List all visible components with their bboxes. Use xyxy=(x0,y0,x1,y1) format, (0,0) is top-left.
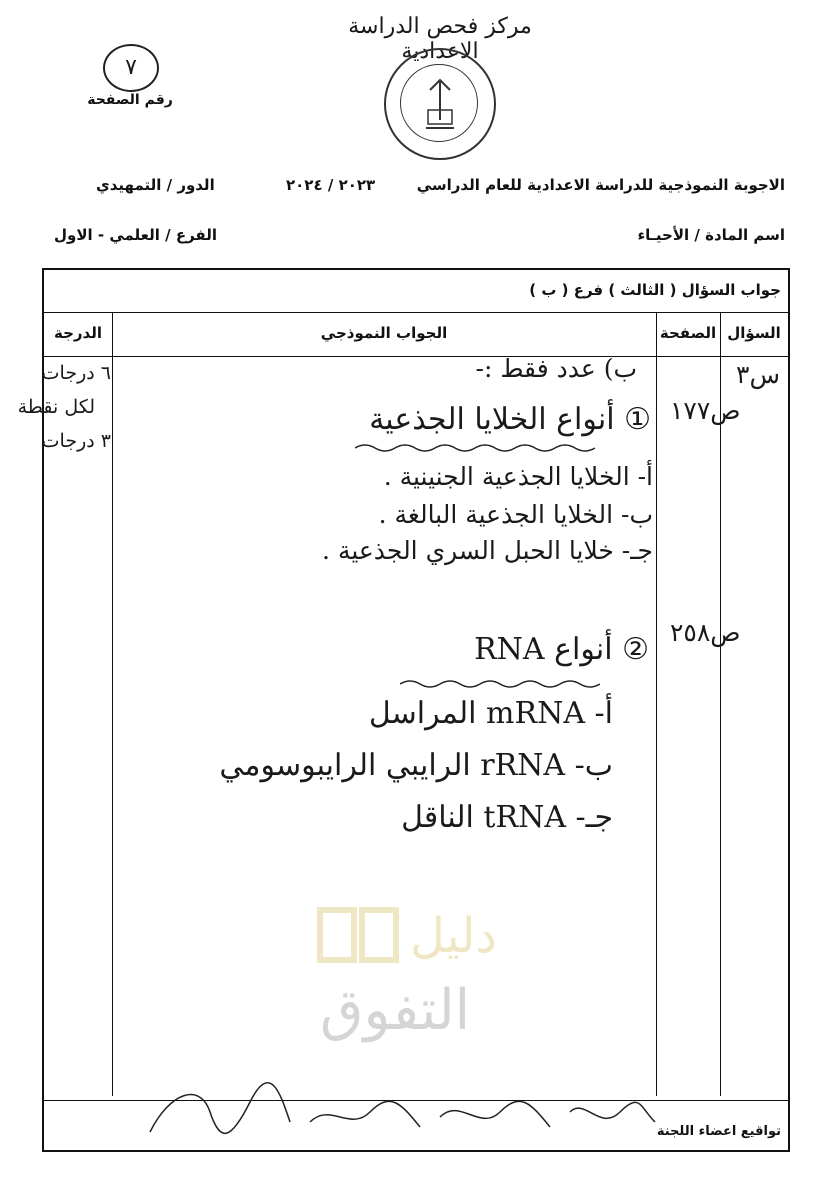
grade-note-2: لكل نقطة xyxy=(17,396,95,418)
section2-item-1: أ- mRNA المراسل xyxy=(368,696,613,731)
grade-note-3: ٣ درجات xyxy=(41,430,111,452)
ministry-seal-logo xyxy=(384,48,496,160)
section1-item-1: أ- الخلايا الجذعية الجنينية . xyxy=(383,462,653,491)
column-header-model-answer: الجواب النموذجي xyxy=(320,324,448,342)
subject-name: اسم المادة / الأحيـاء xyxy=(637,226,785,244)
committee-signatures-label: تواقيع اعضاء اللجنة xyxy=(656,1124,781,1139)
watermark-text-top: دليل xyxy=(410,908,497,964)
handwritten-signatures xyxy=(140,1072,660,1152)
column-header-page: الصفحة xyxy=(659,324,717,342)
page-number: ٧ xyxy=(103,44,159,92)
section1-item-2: ب- الخلايا الجذعية البالغة . xyxy=(378,500,653,529)
section1-heading: ① أنواع الخلايا الجذعية xyxy=(369,402,651,437)
page-reference-1: ص١٧٧ xyxy=(670,396,741,425)
exam-session: الدور / التمهيدي xyxy=(96,176,215,194)
column-header-grade: الدرجة xyxy=(54,324,102,342)
academic-year: ٢٠٢٣ / ٢٠٢٤ xyxy=(286,176,376,194)
grade-note-1: ٦ درجات xyxy=(41,362,111,384)
answer-header-line: جواب السؤال ( الثالث ) فرع ( ب ) xyxy=(529,281,781,299)
section2-item-3: جـ- tRNA الناقل xyxy=(401,800,613,835)
document-title: الاجوبة النموذجية للدراسة الاعدادية للعام الدراسي xyxy=(416,176,785,194)
answer-intro: ب) عدد فقط :- xyxy=(475,354,637,383)
section2-heading: ② أنواع RNA xyxy=(474,632,649,667)
section2-item-2: ب- rRNA الرايبي الرايبوسومي xyxy=(219,748,613,783)
exam-center-title: مركز فحص الدراسة الاعدادية xyxy=(348,14,532,64)
section1-item-3: جـ- خلايا الحبل السري الجذعية . xyxy=(322,536,653,565)
underline-wavy-2 xyxy=(400,678,600,690)
watermark-logo xyxy=(300,890,540,1060)
question-number: س٣ xyxy=(736,360,780,389)
column-header-question: السؤال xyxy=(727,324,781,342)
watermark-text-bottom: التفوق xyxy=(320,978,471,1043)
page-number-label: رقم الصفحة xyxy=(87,92,173,108)
page-reference-2: ص٢٥٨ xyxy=(670,618,741,647)
branch-name: الفرع / العلمي - الاول xyxy=(54,226,217,244)
underline-wavy-1 xyxy=(355,442,595,454)
